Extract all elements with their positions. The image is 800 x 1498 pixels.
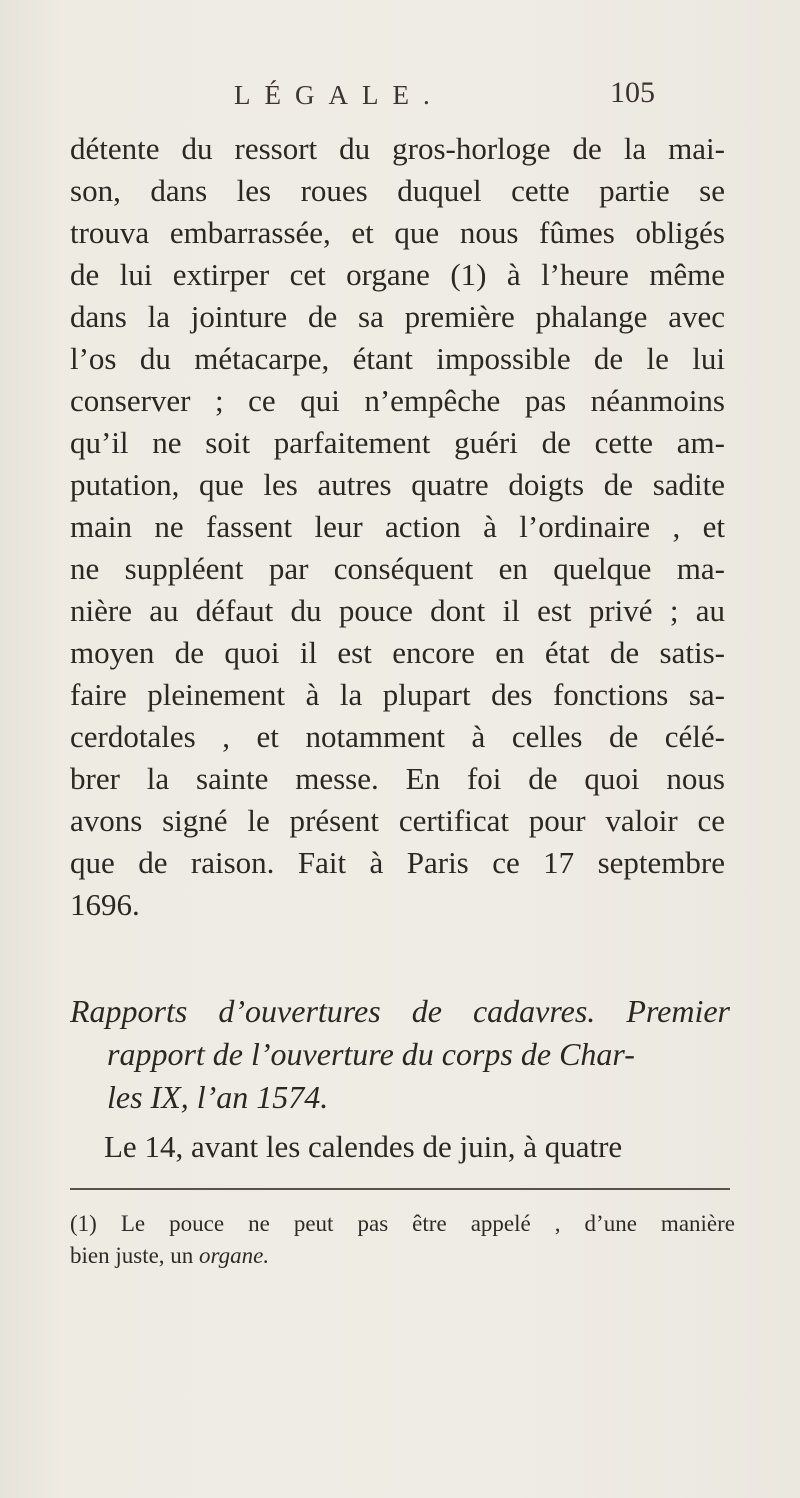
text-line: nière au défaut du pouce dont il est privé ; au xyxy=(70,593,725,628)
text-line: main ne fassent leur action à l’ordinaire , et xyxy=(70,509,725,544)
text-line: l’os du métacarpe, étant impossible de le lui xyxy=(70,341,725,376)
page-header xyxy=(0,72,800,122)
text-line: qu’il ne soit parfaitement guéri de cette am- xyxy=(70,425,725,460)
section-title-line: rapport de l’ouverture du corps de Char- xyxy=(107,1036,635,1072)
footnote-italic-word: organe. xyxy=(199,1243,270,1268)
text-line: détente du ressort du gros-horloge de la mai- xyxy=(70,131,725,166)
page-number: 105 xyxy=(610,76,655,109)
section-title-line: Rapports d’ouvertures de cadavres. Premier xyxy=(70,993,730,1029)
footnote-text: bien juste, un xyxy=(70,1243,200,1268)
text-line: moyen de quoi il est encore en état de satis- xyxy=(70,635,725,670)
section-title-line: les IX, l’an 1574. xyxy=(107,1079,329,1115)
footnote-rule xyxy=(70,1188,730,1190)
paragraph-start xyxy=(104,1126,725,1168)
footnote-line: (1) Le pouce ne peut pas être appelé , d’une manière xyxy=(70,1211,735,1236)
text-line: Le 14, avant les calendes de juin, à quatre xyxy=(104,1129,623,1164)
text-line: cerdotales , et notamment à celles de célé- xyxy=(70,719,725,754)
footnote-line xyxy=(70,1240,735,1272)
body-text xyxy=(70,128,725,926)
text-line: ne suppléent par conséquent en quelque ma- xyxy=(70,551,725,586)
text-line: que de raison. Fait à Paris ce 17 septembre xyxy=(70,845,725,880)
text-line: de lui extirper cet organe (1) à l’heure même xyxy=(70,257,725,292)
text-line: 1696. xyxy=(70,887,140,922)
text-line: faire pleinement à la plupart des fonctions sa- xyxy=(70,677,725,712)
text-line: avons signé le présent certificat pour valoir ce xyxy=(70,803,725,838)
text-line: conserver ; ce qui n’empêche pas néanmoins xyxy=(70,383,725,418)
text-line: brer la sainte messe. En foi de quoi nous xyxy=(70,761,725,796)
text-line: trouva embarrassée, et que nous fûmes obligés xyxy=(70,215,725,250)
text-line: putation, que les autres quatre doigts de sadite xyxy=(70,467,725,502)
running-head: LÉGALE. xyxy=(234,80,444,110)
text-line: dans la jointure de sa première phalange avec xyxy=(70,299,725,334)
text-line: son, dans les roues duquel cette partie se xyxy=(70,173,725,208)
footnote xyxy=(70,1208,735,1272)
section-title xyxy=(70,990,730,1119)
